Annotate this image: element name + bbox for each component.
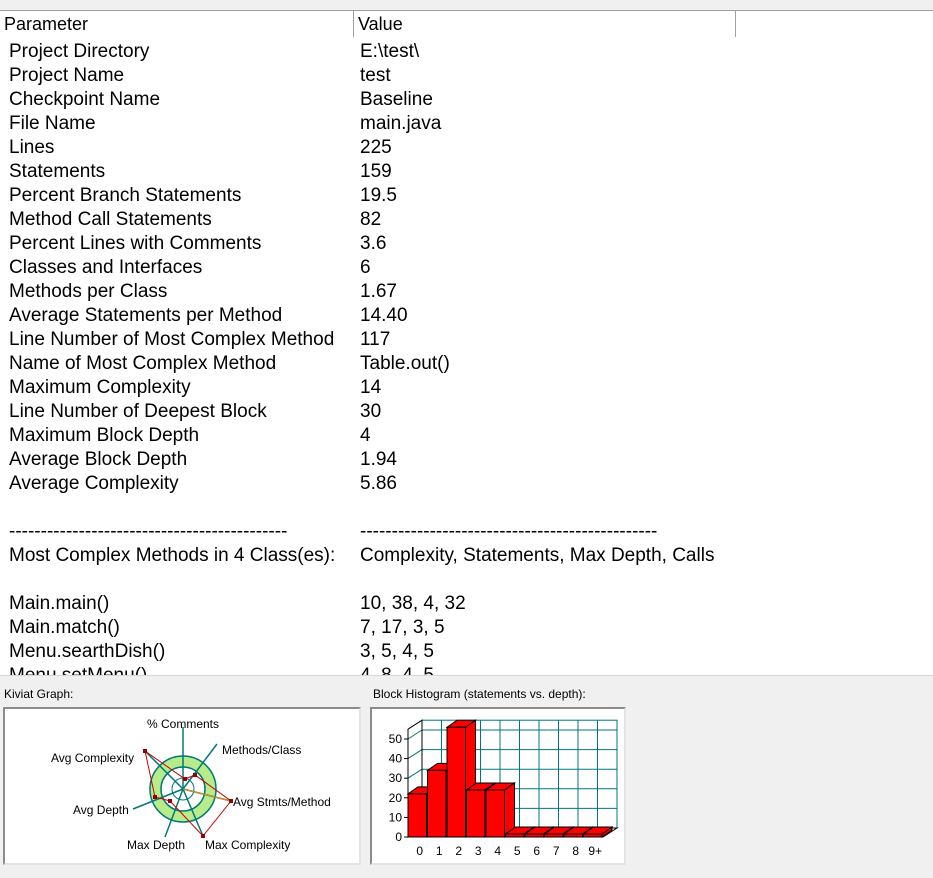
histogram-y-tick-label: 50 — [388, 732, 402, 746]
metrics-list[interactable] — [0, 37, 933, 675]
value-cell: 159 — [360, 161, 392, 182]
kiviat-axis-label: Max Complexity — [205, 838, 291, 852]
table-row[interactable] — [0, 184, 933, 208]
parameter-cell: Main.main() — [9, 593, 110, 614]
table-header — [0, 10, 933, 38]
histogram-bar — [525, 834, 544, 837]
value-cell: 7, 17, 3, 5 — [360, 617, 445, 638]
table-row[interactable] — [0, 544, 933, 568]
histogram-x-tick-label: 2 — [455, 844, 463, 858]
histogram-y-tick-label: 0 — [395, 830, 402, 844]
parameter-cell: Classes and Interfaces — [9, 257, 203, 278]
value-cell: 1.94 — [360, 449, 397, 470]
histogram-bar — [428, 770, 447, 837]
table-row[interactable] — [0, 40, 933, 64]
column-header-parameter[interactable]: Parameter — [0, 11, 354, 37]
table-row[interactable] — [0, 328, 933, 352]
histogram-bar — [408, 794, 427, 837]
table-row[interactable] — [0, 136, 933, 160]
value-cell: E:\test\ — [360, 41, 420, 62]
histogram-x-tick-label: 5 — [513, 844, 521, 858]
parameter-cell: Main.match() — [9, 617, 120, 638]
column-header-empty — [736, 11, 933, 37]
histogram-x-tick-label: 6 — [533, 844, 541, 858]
histogram-x-tick-label: 8 — [572, 844, 580, 858]
table-row[interactable] — [0, 232, 933, 256]
parameter-cell: Percent Lines with Comments — [9, 233, 262, 254]
table-row[interactable] — [0, 400, 933, 424]
histogram-y-tick-label: 40 — [388, 751, 402, 766]
table-row[interactable] — [0, 208, 933, 232]
parameter-cell: Average Complexity — [9, 473, 179, 494]
table-row[interactable] — [0, 424, 933, 448]
value-cell: 10, 38, 4, 32 — [360, 593, 466, 614]
parameter-cell: Maximum Complexity — [9, 377, 191, 398]
histogram-bar — [545, 834, 564, 837]
parameter-cell: Project Directory — [9, 41, 150, 62]
parameter-cell: Statements — [9, 161, 106, 182]
kiviat-graph — [3, 707, 361, 865]
histogram-grid-line — [408, 769, 422, 778]
value-cell: Baseline — [360, 89, 433, 110]
kiviat-point — [193, 773, 197, 777]
table-row[interactable] — [0, 304, 933, 328]
parameter-cell: Most Complex Methods in 4 Class(es): — [9, 545, 336, 566]
parameter-cell: Maximum Block Depth — [9, 425, 200, 446]
histogram-grid-line — [408, 750, 422, 759]
parameter-cell: Project Name — [9, 65, 125, 86]
table-row[interactable] — [0, 592, 933, 616]
value-cell: Complexity, Statements, Max Depth, Calls — [360, 545, 715, 566]
table-row[interactable] — [0, 112, 933, 136]
parameter-cell: File Name — [9, 113, 96, 134]
parameter-cell: Methods per Class — [9, 281, 168, 302]
kiviat-axis-label: % Comments — [146, 717, 220, 731]
histogram-y-tick-label: 10 — [388, 810, 402, 825]
kiviat-point — [168, 799, 172, 803]
parameter-cell: -------------------------------------------- — [9, 521, 288, 542]
table-row[interactable] — [0, 472, 933, 496]
kiviat-axis-label: Methods/Class — [222, 743, 302, 757]
table-row[interactable] — [0, 88, 933, 112]
table-row[interactable] — [0, 640, 933, 664]
value-cell: 3, 5, 4, 5 — [360, 641, 434, 662]
table-row[interactable] — [0, 160, 933, 184]
parameter-cell: Method Call Statements — [9, 209, 212, 230]
value-cell: 19.5 — [360, 185, 397, 206]
histogram-x-tick-label: 0 — [416, 844, 424, 858]
histogram-x-tick-label: 3 — [474, 844, 482, 858]
table-row[interactable] — [0, 568, 933, 592]
value-cell: 82 — [360, 209, 382, 230]
value-cell: 3.6 — [360, 233, 387, 254]
parameter-cell: Menu.searthDish() — [9, 641, 166, 662]
histogram-x-tick-label: 1 — [435, 844, 443, 858]
histogram-y-tick-label: 20 — [388, 790, 402, 805]
value-cell: 30 — [360, 401, 382, 422]
table-row[interactable] — [0, 448, 933, 472]
value-cell: 6 — [360, 257, 371, 278]
graphs-panel — [0, 675, 933, 878]
histogram-x-tick-label: 9+ — [588, 844, 603, 858]
value-cell: 225 — [360, 137, 392, 158]
table-row[interactable] — [0, 496, 933, 520]
kiviat-axis-label: Avg Depth — [73, 803, 129, 817]
histogram-y-tick-label: 30 — [388, 771, 402, 786]
table-row[interactable] — [0, 64, 933, 88]
parameter-cell: Lines — [9, 137, 55, 158]
value-cell: 14 — [360, 377, 382, 398]
kiviat-axis-label: Avg Complexity — [51, 751, 135, 765]
histogram-bar — [486, 790, 505, 837]
parameter-cell: Average Statements per Method — [9, 305, 283, 326]
table-row[interactable] — [0, 280, 933, 304]
parameter-cell: Average Block Depth — [9, 449, 188, 470]
histogram-bar — [447, 727, 466, 837]
value-cell: ----------------------------------------------- — [360, 521, 658, 542]
value-cell: 14.40 — [360, 305, 408, 326]
histogram-x-tick-label: 7 — [552, 844, 560, 858]
histogram-bar — [467, 790, 486, 837]
histogram-bar — [584, 834, 603, 837]
table-row[interactable] — [0, 352, 933, 376]
parameter-cell: Name of Most Complex Method — [9, 353, 277, 374]
kiviat-point — [153, 795, 157, 799]
column-header-value[interactable]: Value — [354, 11, 736, 37]
value-cell: main.java — [360, 113, 442, 134]
value-cell: Table.out() — [360, 353, 450, 374]
histogram-x-tick-label: 4 — [494, 844, 502, 858]
parameter-cell: Line Number of Deepest Block — [9, 401, 267, 422]
table-row[interactable] — [0, 376, 933, 400]
value-cell: test — [360, 65, 391, 86]
value-cell: 4 — [360, 425, 371, 446]
parameter-cell: Checkpoint Name — [9, 89, 161, 110]
table-row[interactable] — [0, 520, 933, 544]
kiviat-point — [183, 777, 187, 781]
block-histogram-label: Block Histogram (statements vs. depth): — [373, 687, 586, 701]
histogram-bar — [564, 834, 583, 837]
table-row[interactable] — [0, 256, 933, 280]
kiviat-graph-label: Kiviat Graph: — [4, 687, 74, 701]
block-histogram — [370, 707, 626, 865]
kiviat-axis-label: Avg Stmts/Method — [233, 795, 331, 809]
value-cell: 1.67 — [360, 281, 397, 302]
value-cell: 5.86 — [360, 473, 397, 494]
histogram-bar — [506, 834, 525, 837]
parameter-cell: Line Number of Most Complex Method — [9, 329, 335, 350]
histogram-grid-line — [408, 730, 422, 739]
kiviat-axis-label: Max Depth — [127, 838, 186, 852]
table-row[interactable] — [0, 616, 933, 640]
kiviat-point — [143, 749, 147, 753]
value-cell: 117 — [360, 329, 391, 350]
parameter-cell: Percent Branch Statements — [9, 185, 242, 206]
